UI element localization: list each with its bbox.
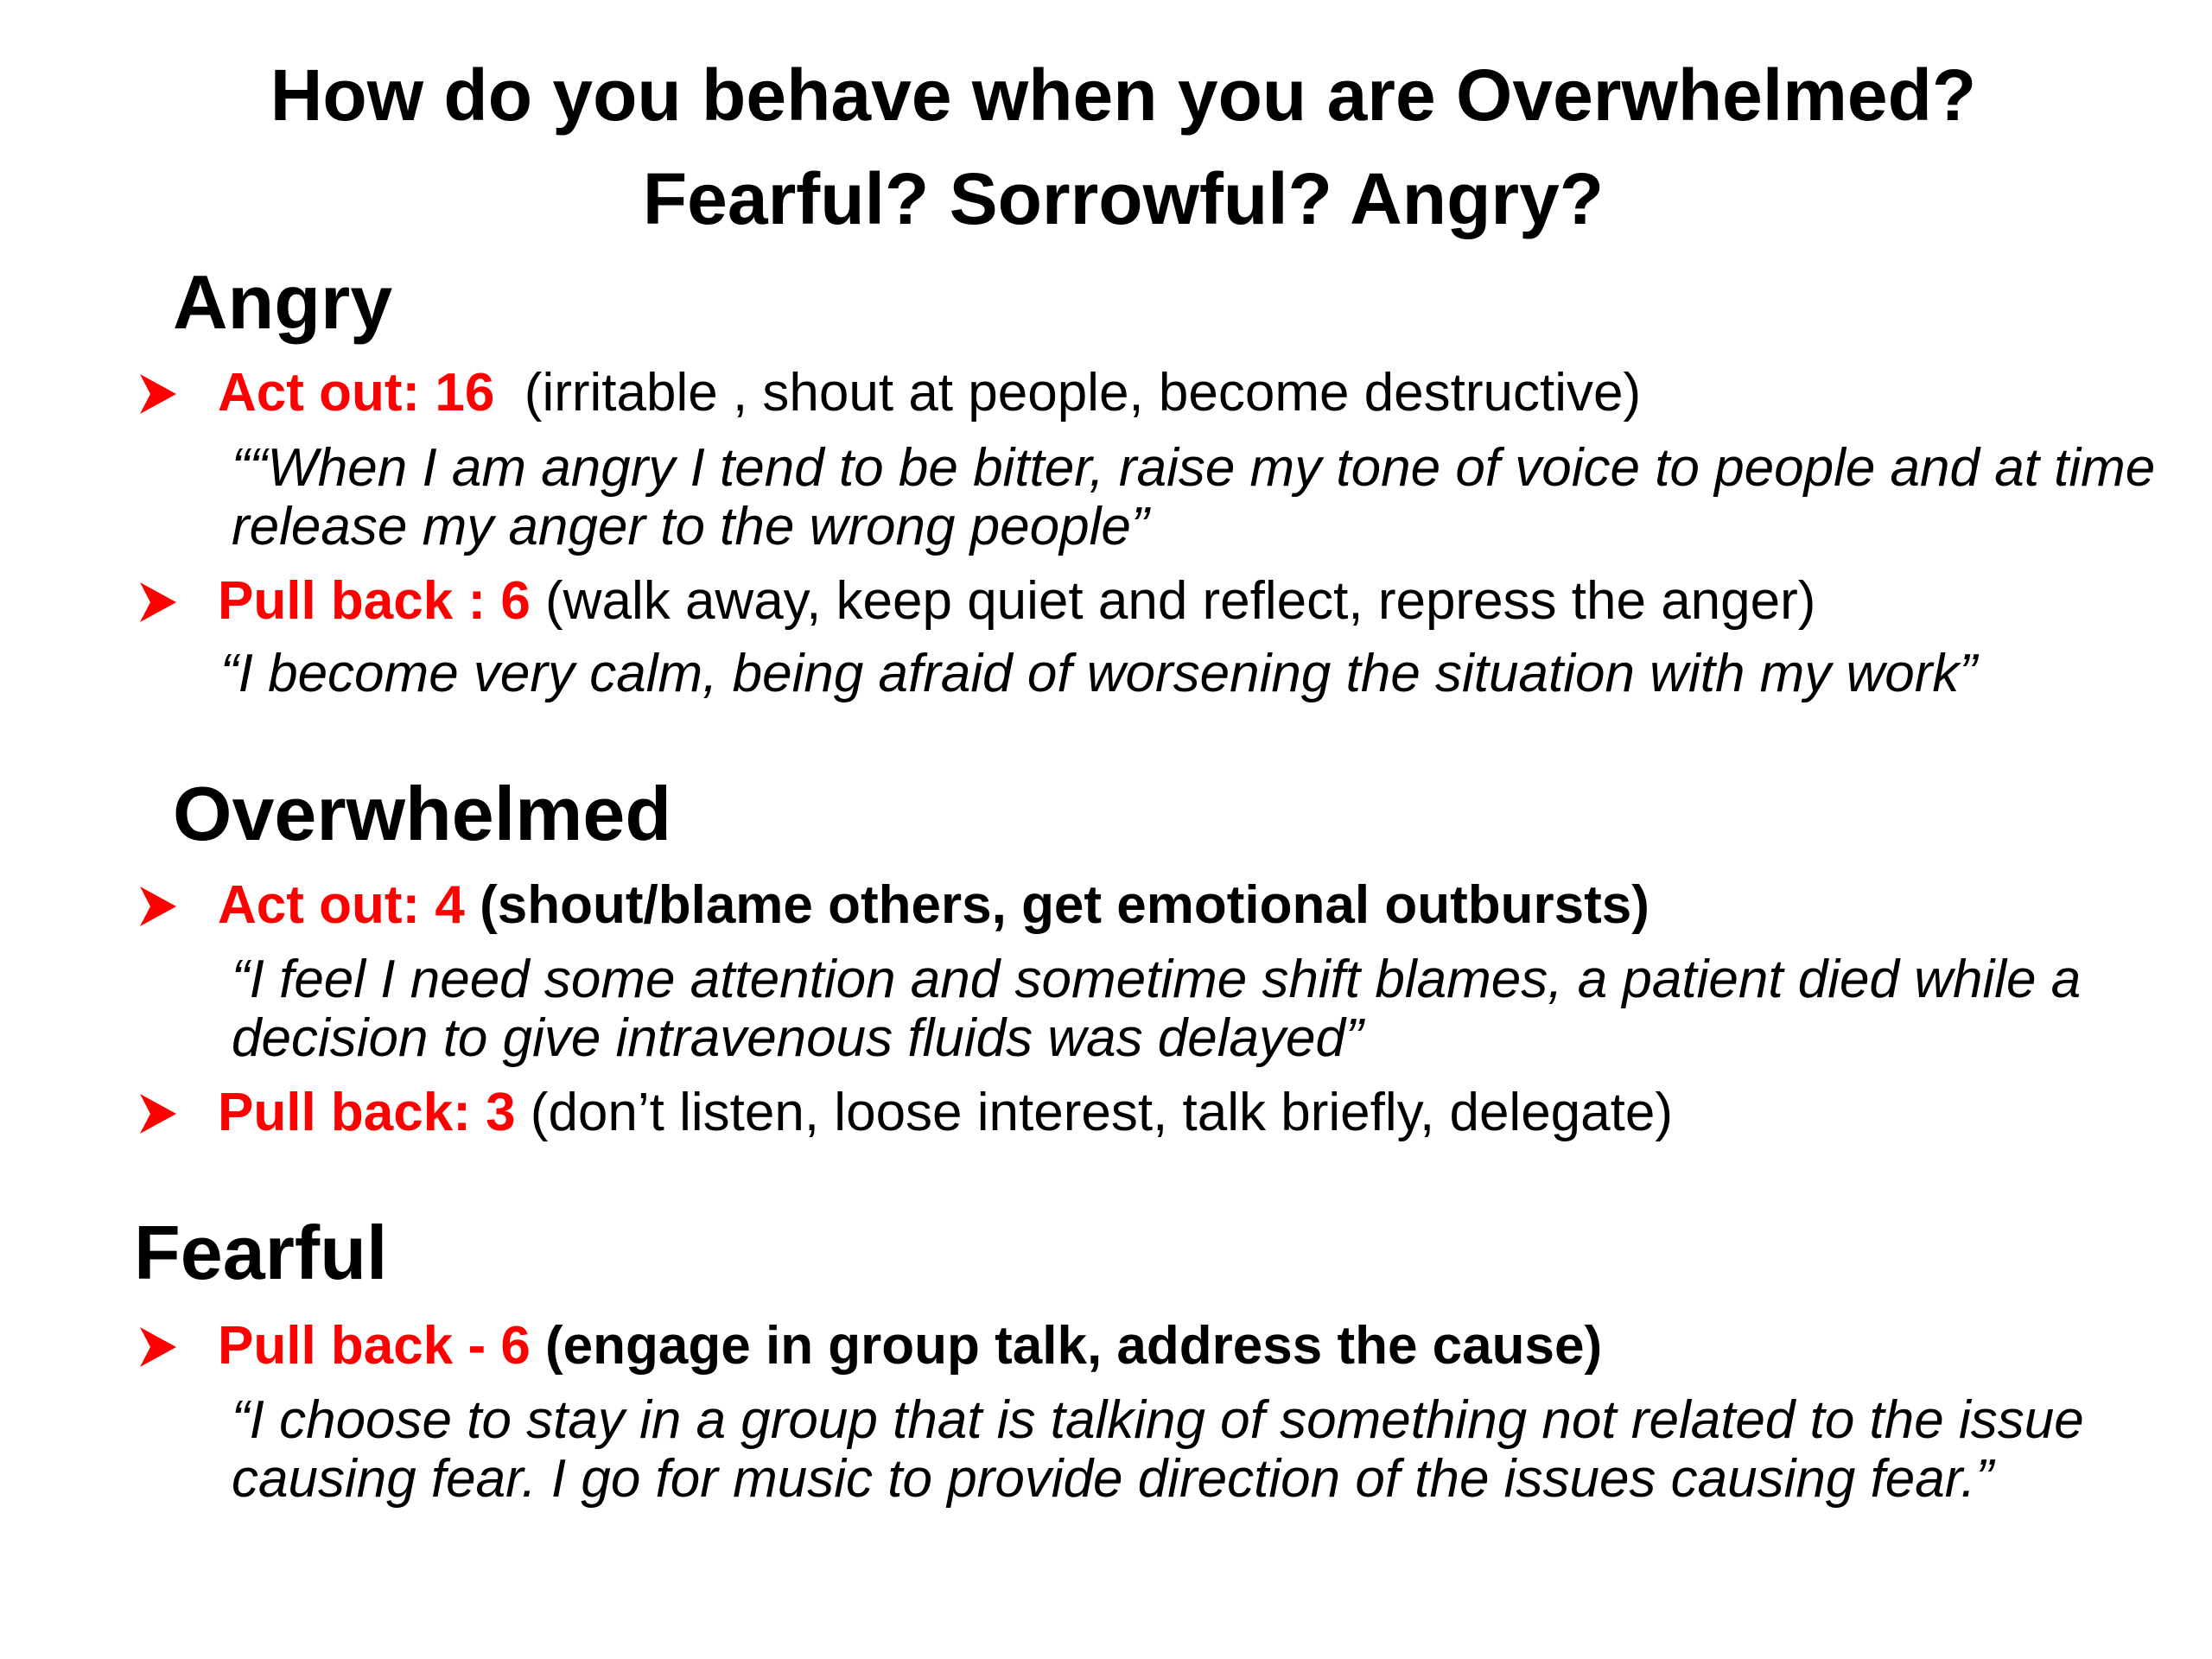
quote-text: “I choose to stay in a group that is talking of something not related to the issue causing fear. I go for music to provide direction of the issues causing fear.” [232,1390,2084,1509]
arrow-bullet-icon [138,1312,218,1381]
bullet-item [138,871,1649,940]
arrow-bullet-icon [138,567,218,636]
quote-text: ““When I am angry I tend to be bitter, raise my tone of voice to people and at time release my anger to the wrong people” [232,438,2156,556]
arrow-bullet-icon [138,359,218,428]
bullet-description: (shout/blame others, get emotional outbursts) [464,875,1649,935]
bullet-description: (irritable , shout at people, become destructive) [494,363,1642,423]
bullet-description: (walk away, keep quiet and reflect, repress the anger) [530,571,1816,631]
bullet-item [138,359,1641,428]
bullet-item [138,567,1815,636]
section-heading-fearful: Fearful [134,1210,388,1295]
arrow-bullet-icon [138,1078,218,1147]
section-heading-angry: Angry [173,259,393,345]
title-line-2: Fearful? Sorrowful? Angry? [642,158,1605,239]
title-line-1: How do you behave when you are Overwhelmed? [270,54,1977,136]
bullet-label: Pull back: 3 [218,1083,516,1142]
quote-text: “I become very calm, being afraid of worsening the situation with my work” [220,644,1978,703]
bullet-label: Act out: 4 [218,875,465,935]
bullet-description: (engage in group talk, address the cause) [530,1316,1603,1376]
arrow-bullet-icon [138,871,218,940]
bullet-description: (don’t listen, loose interest, talk briefly, delegate) [515,1083,1673,1142]
bullet-item [138,1312,1602,1381]
bullet-label: Pull back - 6 [218,1316,531,1376]
bullet-item [138,1078,1673,1147]
section-heading-overwhelmed: Overwhelmed [173,771,672,856]
bullet-label: Act out: 16 [218,363,495,423]
quote-text: “I feel I need some attention and sometime shift blames, a patient died while a decision to give intravenous fluids was delayed” [232,950,2082,1068]
bullet-label: Pull back : 6 [218,571,531,631]
slide-title [0,43,2212,251]
